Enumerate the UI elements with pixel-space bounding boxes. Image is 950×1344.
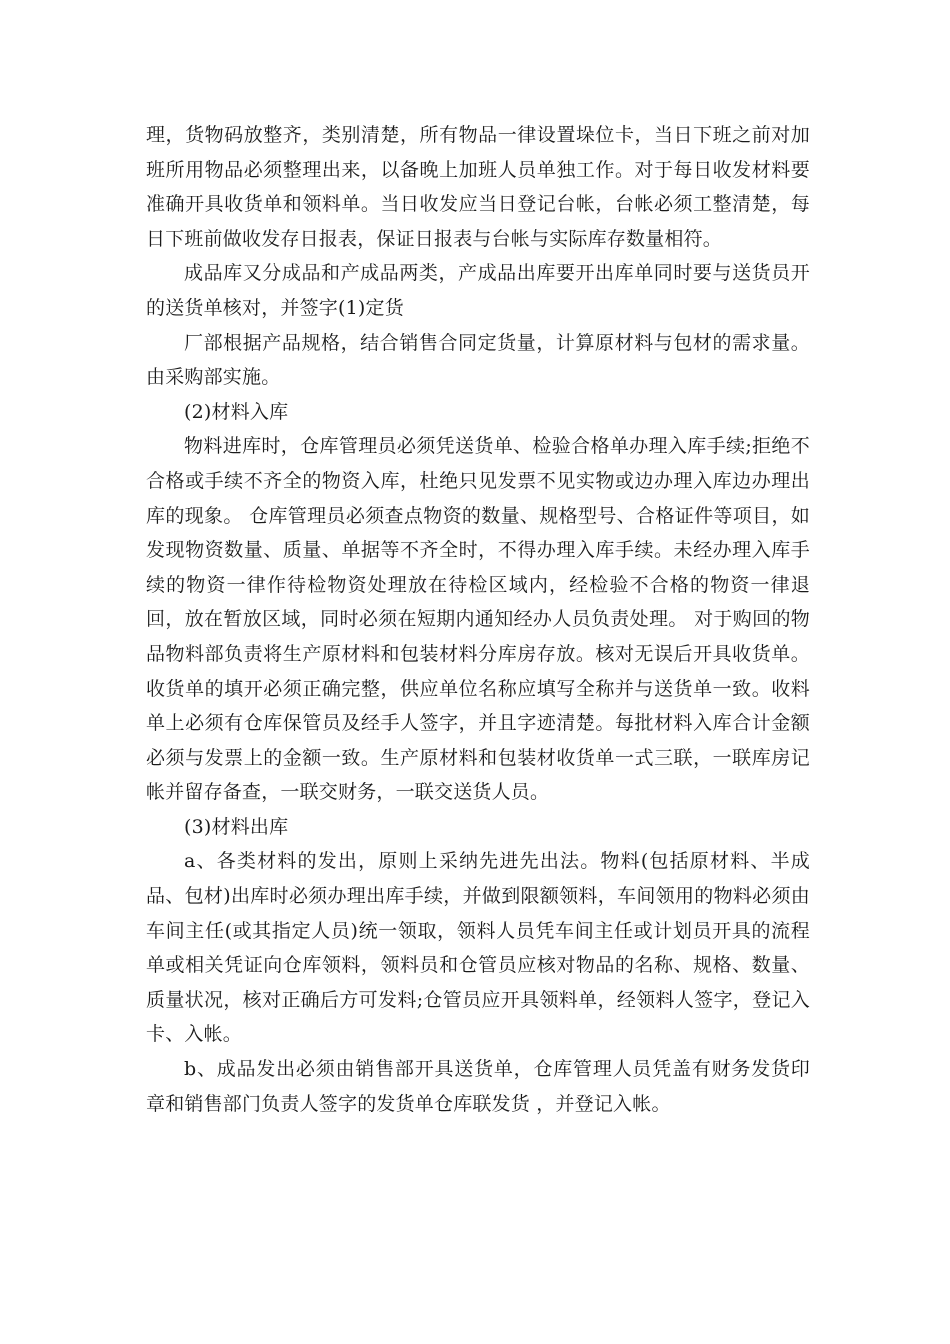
paragraph-ordering: 厂部根据产品规格，结合销售合同定货量，计算原材料与包材的需求量。由采购部实施。 <box>146 331 810 389</box>
paragraph-continuation: 理，货物码放整齐，类别清楚，所有物品一律设置垛位卡，当日下班之前对加班所用物品必须整理出来，以备晚上加班人员单独工作。对于每日收发材料要准确开具收货单和领料单。当日收发应当日登记台帐，台帐必须工整清楚，每日下班前做收发存日报表，保证日报表与台帐与实际库存数量相符。 <box>146 124 810 250</box>
paragraph-outbound-a: a、各类材料的发出，原则上采纳先进先出法。物料(包括原材料、半成品、包材)出库时必须办理出库手续，并做到限额领料，车间领用的物料必须由车间主任(或其指定人员)统一领取，领料人员凭车间主任或计划员开具的流程单或相关凭证向仓库领料，领料员和仓管员应核对物品的名称、规格、数量、质量状况，核对正确后方可发料;仓管员应开具领料单，经领料人签字，登记入卡、入帐。 <box>146 850 810 1046</box>
paragraph-finished-goods: 成品库又分成品和产成品两类，产成品出库要开出库单同时要与送货员开的送货单核对，并签字(1)定货 <box>146 262 810 319</box>
paragraph-outbound-b: b、成品发出必须由销售部开具送货单，仓库管理人员凭盖有财务发货印章和销售部门负责人签字的发货单仓库联发货 ，并登记入帐。 <box>146 1058 810 1115</box>
document-body <box>146 118 810 1121</box>
section-heading-material-inbound: (2)材料入库 <box>184 400 289 423</box>
paragraph-material-inbound: 物料进库时，仓库管理员必须凭送货单、检验合格单办理入库手续;拒绝不合格或手续不齐全的物资入库，杜绝只见发票不见实物或边办理入库边办理出库的现象。 仓库管理员必须查点物资的数量、规格型号、合格证件等项目，如发现物资数量、质量、单据等不齐全时，不得办理入库手续。未经办理入库手续的物资一律作待检物资处理放在待检区域内，经检验不合格的物资一律退回，放在暂放区域，同时必须在短期内通知经办人员负责处理。 对于购回的物品物料部负责将生产原材料和包装材料分库房存放。核对无误后开具收货单。收货单的填开必须正确完整，供应单位名称应填写全称并与送货单一致。收料单上必须有仓库保管员及经手人签字，并且字迹清楚。每批材料入库合计金额必须与发票上的金额一致。生产原材料和包装材收货单一式三联，一联库房记帐并留存备查，一联交财务，一联交送货人员。 <box>146 435 810 804</box>
section-heading-material-outbound: (3)材料出库 <box>184 815 289 838</box>
